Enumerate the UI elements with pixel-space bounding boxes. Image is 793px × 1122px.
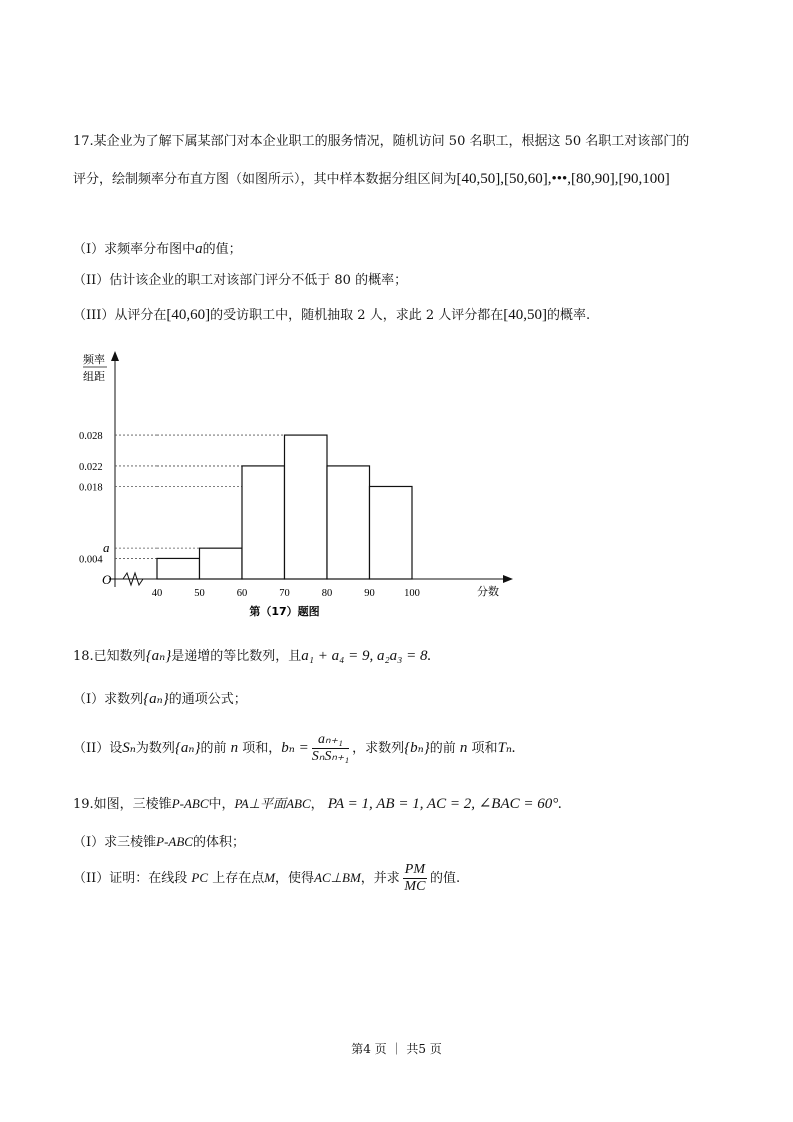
q18-seq-b: {bₙ} (404, 740, 430, 756)
q17-part3-c: 的概率. (546, 308, 591, 323)
q18-part2-f: 的前 (429, 741, 456, 756)
y-tick-label: a (103, 540, 110, 556)
q18-n2: n (459, 740, 468, 756)
q18-part2 (73, 730, 516, 767)
q17-intro-line1: 17.某企业为了解下属某部门对本企业职工的服务情况，随机访问 50 名职工，根据这 50 名职工对该部门的 (73, 134, 690, 149)
q17-part2: （II）估计该企业的职工对该部门评分不低于 80 的概率； (73, 273, 408, 288)
chart-caption: 第（17）题图 (249, 605, 320, 618)
histogram-bar (200, 548, 243, 579)
q18-part2-e: ，求数列 (352, 741, 405, 756)
q18-part2-seq: {aₙ} (174, 740, 201, 756)
q17-intervals: [40,50],[50,60],•••,[80,90],[90,100] (456, 171, 670, 187)
q19-part2-a: （II）证明：在线段 (73, 871, 188, 886)
q18-stem-b: 是递增的等比数列，且 (171, 649, 302, 664)
q18-part2-a: （II）设 (73, 741, 123, 756)
histogram-bar (370, 486, 413, 579)
q18-part1 (73, 690, 247, 709)
x-axis-label: 分数 (477, 585, 499, 598)
q18-part2-c: 的前 (200, 741, 227, 756)
q18-stem (73, 647, 431, 666)
q18-frac-num: aₙ₊₁ (312, 732, 349, 749)
q18-seq: {aₙ} (145, 648, 172, 664)
q18-stem-a: 18.已知数列 (73, 649, 146, 664)
q18-frac-den: SₙSₙ₊₁ (311, 749, 350, 764)
histogram-bar (327, 466, 370, 579)
q17-var-a: a (195, 241, 203, 257)
q18-tn: Tₙ. (497, 740, 516, 756)
x-tick-label: 100 (404, 588, 420, 599)
q18-n: n (230, 740, 239, 756)
y-tick-label: 0.022 (79, 461, 103, 473)
q18-fraction (312, 732, 349, 765)
q19-fraction (403, 862, 427, 895)
q19-m: M (264, 870, 276, 885)
histogram-bar (242, 466, 285, 579)
origin-label: O (102, 572, 112, 587)
q19-frac-den: MC (404, 879, 426, 894)
q19-stem-a: 19.如图，三棱锥 (73, 797, 172, 812)
y-axis-arrow (111, 351, 119, 361)
x-tick-label: 70 (279, 588, 290, 599)
q19-part2-b: 上存在点 (212, 871, 265, 886)
q19-pc: PC (191, 870, 209, 885)
q17-intro-line2 (73, 170, 670, 189)
q17-part1-text: （I）求频率分布图中 (73, 242, 196, 257)
q19-part1 (73, 833, 245, 852)
x-axis-arrow (503, 575, 513, 583)
q17-part3 (73, 306, 590, 325)
x-tick-label: 50 (194, 588, 205, 599)
y-tick-label: 0.028 (79, 431, 103, 443)
histogram-bar (157, 558, 200, 579)
q18-bn: bₙ = (281, 740, 309, 756)
q17-intro-text: 评分，绘制频率分布直方图（如图所示），其中样本数据分组区间为 (73, 172, 457, 187)
q18-condition: a₁ + a₄ = 9, a₂a₃ = 8. (301, 648, 432, 664)
histogram-chart (75, 345, 525, 625)
q19-part1-pabc: P-ABC (156, 834, 193, 849)
q18-part1-seq: {aₙ} (143, 691, 169, 707)
q18-part2-g: 项和 (471, 741, 498, 756)
x-tick-label: 80 (321, 588, 333, 599)
q17-part3-interval1: [40,60] (166, 307, 211, 323)
q19-part2 (73, 860, 460, 897)
q18-sn: Sₙ (122, 740, 136, 756)
q19-pa-perp: PA⊥平面 (234, 796, 287, 811)
y-axis-label-top: 频率 (83, 353, 105, 366)
q19-part2-c: ，使得 (275, 871, 315, 886)
q17-part3-interval2: [40,50] (503, 307, 547, 323)
q19-frac-num: PM (404, 862, 426, 877)
q19-part2-d: ，并求 (360, 871, 400, 886)
q19-pabc: P-ABC (171, 796, 209, 811)
q19-part1-c: 的体积； (192, 835, 245, 850)
q19-stem-d: ， (310, 797, 324, 812)
q19-abc: ABC (286, 796, 311, 811)
x-tick-label: 90 (364, 588, 375, 599)
q19-ac-perp-bm: AC⊥BM (314, 870, 361, 885)
q18-part2-d: 项和， (242, 741, 282, 756)
x-tick-label: 40 (151, 588, 163, 599)
q19-conditions: PA = 1, AB = 1, AC = 2, ∠BAC = 60°. (327, 796, 562, 812)
q18-part1-a: （I）求数列 (73, 692, 144, 707)
q17-part3-a: （III）从评分在 (73, 308, 167, 323)
q17-part1-end: 的值； (202, 242, 242, 257)
q19-stem (73, 795, 562, 814)
y-axis-label-bottom: 组距 (83, 370, 105, 383)
q19-part2-e: 的值. (430, 871, 461, 886)
q19-stem-b: 中， (208, 797, 235, 812)
q17-part3-b: 的受访职工中，随机抽取 2 人，求此 2 人评分都在 (210, 308, 504, 323)
page-footer: 第4 页 ｜ 共5 页 (351, 1042, 442, 1056)
y-tick-label: 0.018 (79, 482, 103, 494)
y-tick-label: 0.004 (79, 554, 103, 566)
q19-part1-a: （I）求三棱锥 (73, 835, 157, 850)
q18-part1-b: 的通项公式； (168, 692, 247, 707)
x-tick-label: 60 (236, 588, 248, 599)
q18-part2-b: 为数列 (135, 741, 175, 756)
q17-part1 (73, 240, 242, 259)
histogram-bar (285, 435, 328, 579)
